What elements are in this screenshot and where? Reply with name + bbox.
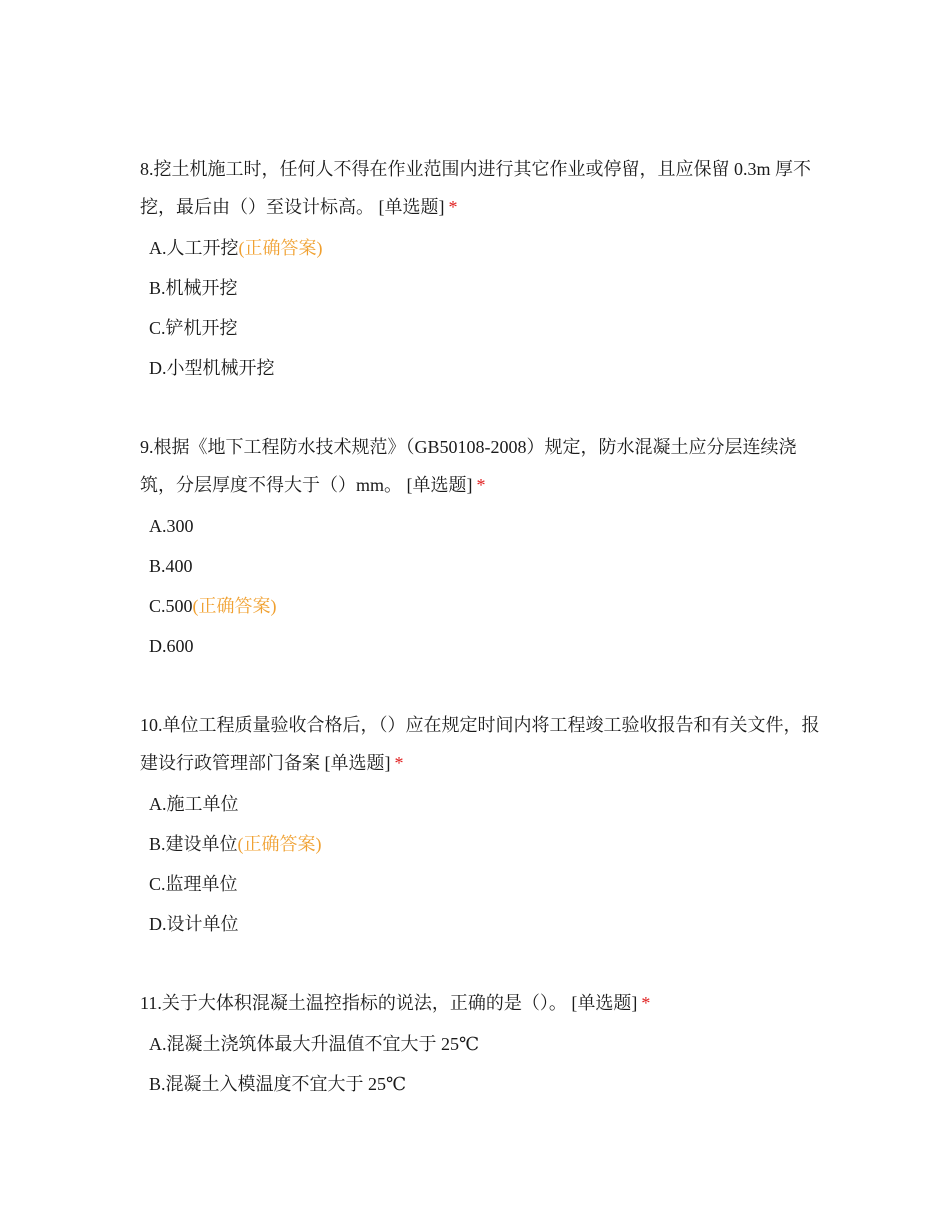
question-list [140, 150, 820, 1144]
option-b[interactable]: B.建设单位(正确答案) [149, 834, 322, 854]
option-a[interactable]: A.施工单位 [149, 794, 239, 814]
option-b[interactable]: B.机械开挖 [149, 278, 238, 298]
question-9 [140, 428, 820, 666]
correct-answer-tag: (正确答案) [238, 238, 323, 258]
required-mark: * [476, 475, 486, 495]
question-type-tag: [单选题] [406, 475, 473, 495]
question-8 [140, 150, 820, 388]
option-a[interactable]: A.混凝土浇筑体最大升温值不宜大于 25℃ [149, 1034, 480, 1054]
question-11 [140, 984, 820, 1104]
question-text: 11.关于大体积混凝土温控指标的说法，正确的是（）。 [单选题] * [140, 993, 651, 1013]
option-c[interactable]: C.500(正确答案) [149, 596, 277, 616]
required-mark: * [448, 197, 458, 217]
option-d[interactable]: D.设计单位 [149, 914, 239, 934]
correct-answer-tag: (正确答案) [237, 834, 322, 854]
correct-answer-tag: (正确答案) [192, 596, 277, 616]
question-text: 8.挖土机施工时，任何人不得在作业范围内进行其它作业或停留，且应保留 0.3m 厚不挖，最后由（）至设计标高。 [单选题] * [140, 159, 811, 217]
question-text: 10.单位工程质量验收合格后，（）应在规定时间内将工程竣工验收报告和有关文件，报建设行政管理部门备案 [单选题] * [140, 715, 820, 773]
option-a[interactable]: A.300 [149, 516, 194, 536]
question-type-tag: [单选题] [378, 197, 445, 217]
required-mark: * [394, 753, 404, 773]
option-a[interactable]: A.人工开挖(正确答案) [149, 238, 323, 258]
question-type-tag: [单选题] [571, 993, 638, 1013]
question-10 [140, 706, 820, 944]
option-d[interactable]: D.小型机械开挖 [149, 358, 275, 378]
option-b[interactable]: B.400 [149, 556, 193, 576]
question-text: 9.根据《地下工程防水技术规范》（GB50108-2008）规定，防水混凝土应分层连续浇筑，分层厚度不得大于（）mm。 [单选题] * [140, 437, 797, 495]
option-c[interactable]: C.监理单位 [149, 874, 238, 894]
option-b[interactable]: B.混凝土入模温度不宜大于 25℃ [149, 1074, 407, 1094]
question-type-tag: [单选题] [324, 753, 391, 773]
option-d[interactable]: D.600 [149, 636, 194, 656]
option-c[interactable]: C.铲机开挖 [149, 318, 238, 338]
required-mark: * [641, 993, 651, 1013]
